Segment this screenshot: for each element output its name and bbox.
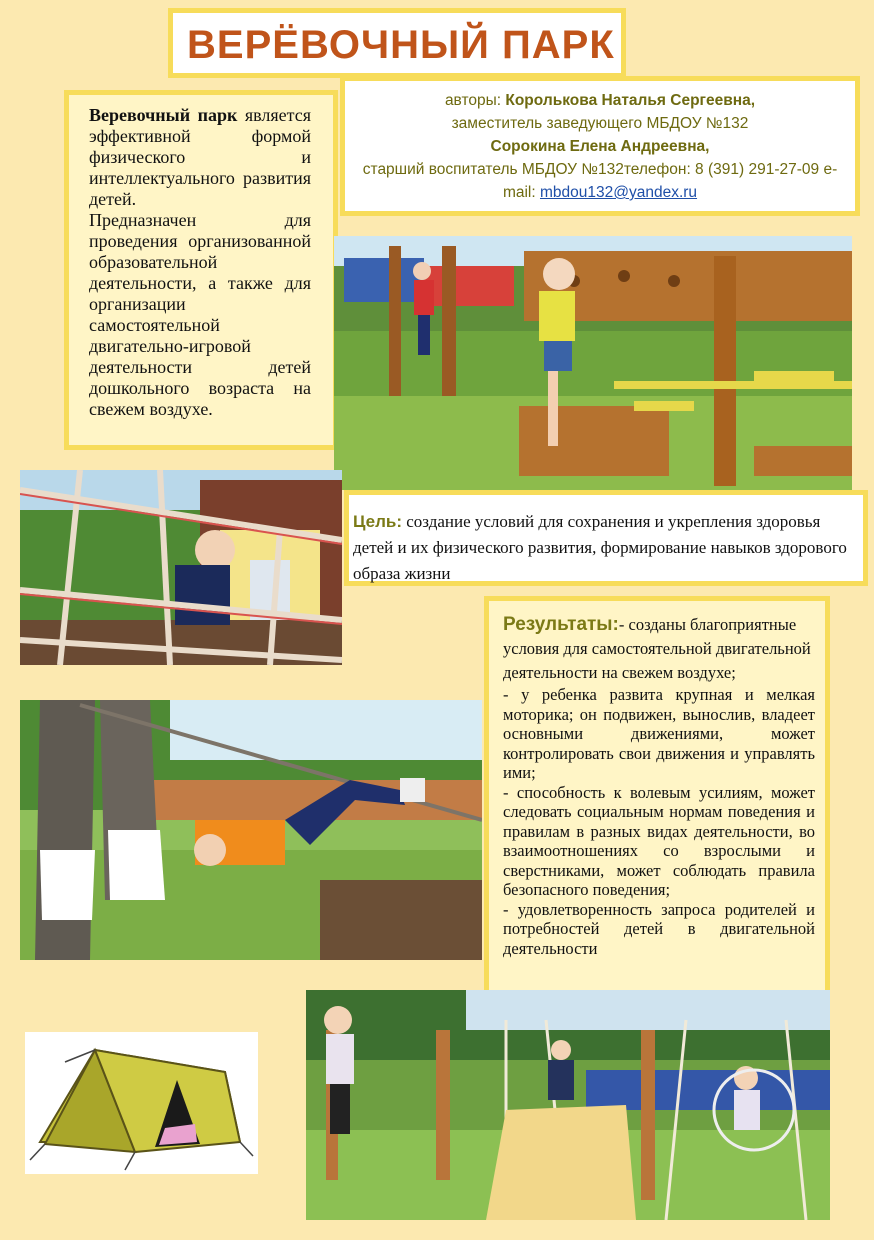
author-role-2: старший воспитатель МБДОУ №132телефон: 8 (391) 291-27-09 e-mail:: [362, 161, 838, 201]
authors-label: авторы:: [444, 92, 506, 109]
photo-rope-bridge: [306, 990, 830, 1220]
email-link[interactable]: mbdou132@yandex.ru: [539, 184, 698, 201]
intro-box: [64, 90, 338, 450]
page-title: ВЕРЁВОЧНЫЙ ПАРК: [187, 23, 615, 67]
result-item-1: - у ребенка развита крупная и мелкая моторика; он подвижен, вынослив, владеет основными движениями, может контролировать свои движения и управлять ими;: [503, 685, 815, 782]
author-name-2: Сорокина Елена Андреевна,: [490, 138, 710, 155]
photo-rope-park-structure: [334, 236, 852, 490]
authors-line-1: [353, 89, 847, 112]
goal-text: создание условий для сохранения и укрепления здоровья детей и их физического развития, формирование навыков здорового образа жизни: [353, 512, 847, 583]
intro-text-1: является эффективной формой физического и интеллектуального развития детей.: [89, 105, 311, 209]
photo-child-hanging-rope: [20, 700, 482, 960]
intro-bold-term: Веревочный парк: [89, 105, 238, 125]
author-role-1: заместитель заведующего МБДОУ №132: [451, 115, 749, 132]
result-item-2: - способность к волевым усилиям, может следовать социальным нормам поведения и правилам в разных видах деятельности, во взаимоотношениях со взрослыми и сверстниками, может соблюдать правила безопасного поведения;: [503, 782, 815, 899]
results-first-item: [503, 613, 815, 685]
intro-paragraph-1: [89, 105, 311, 210]
goal-label: Цель:: [353, 512, 402, 531]
results-label: Результаты:: [503, 614, 619, 635]
goal-box: [344, 490, 868, 586]
photo-child-rope-net: [20, 470, 342, 665]
results-box: [484, 596, 830, 1030]
result-item-0: - созданы благоприятные условия для самостоятельной двигательной деятельности на свежем воздухе;: [503, 615, 811, 682]
title-box: [168, 8, 626, 78]
author-name-1: Королькова Наталья Сергеевна,: [505, 92, 756, 109]
tent-illustration: [25, 1032, 258, 1174]
intro-paragraph-2: Предназначен для проведения организованной образовательной деятельности, а также для организации самостоятельной двигательно-игровой деятельности детей дошкольного возраста на свежем воздухе.: [89, 210, 311, 419]
author-contacts: [353, 158, 847, 204]
result-item-3: - удовлетворенность запроса родителей и потребностей детей в двигательной деятельности: [503, 899, 815, 958]
authors-box: [340, 76, 860, 216]
